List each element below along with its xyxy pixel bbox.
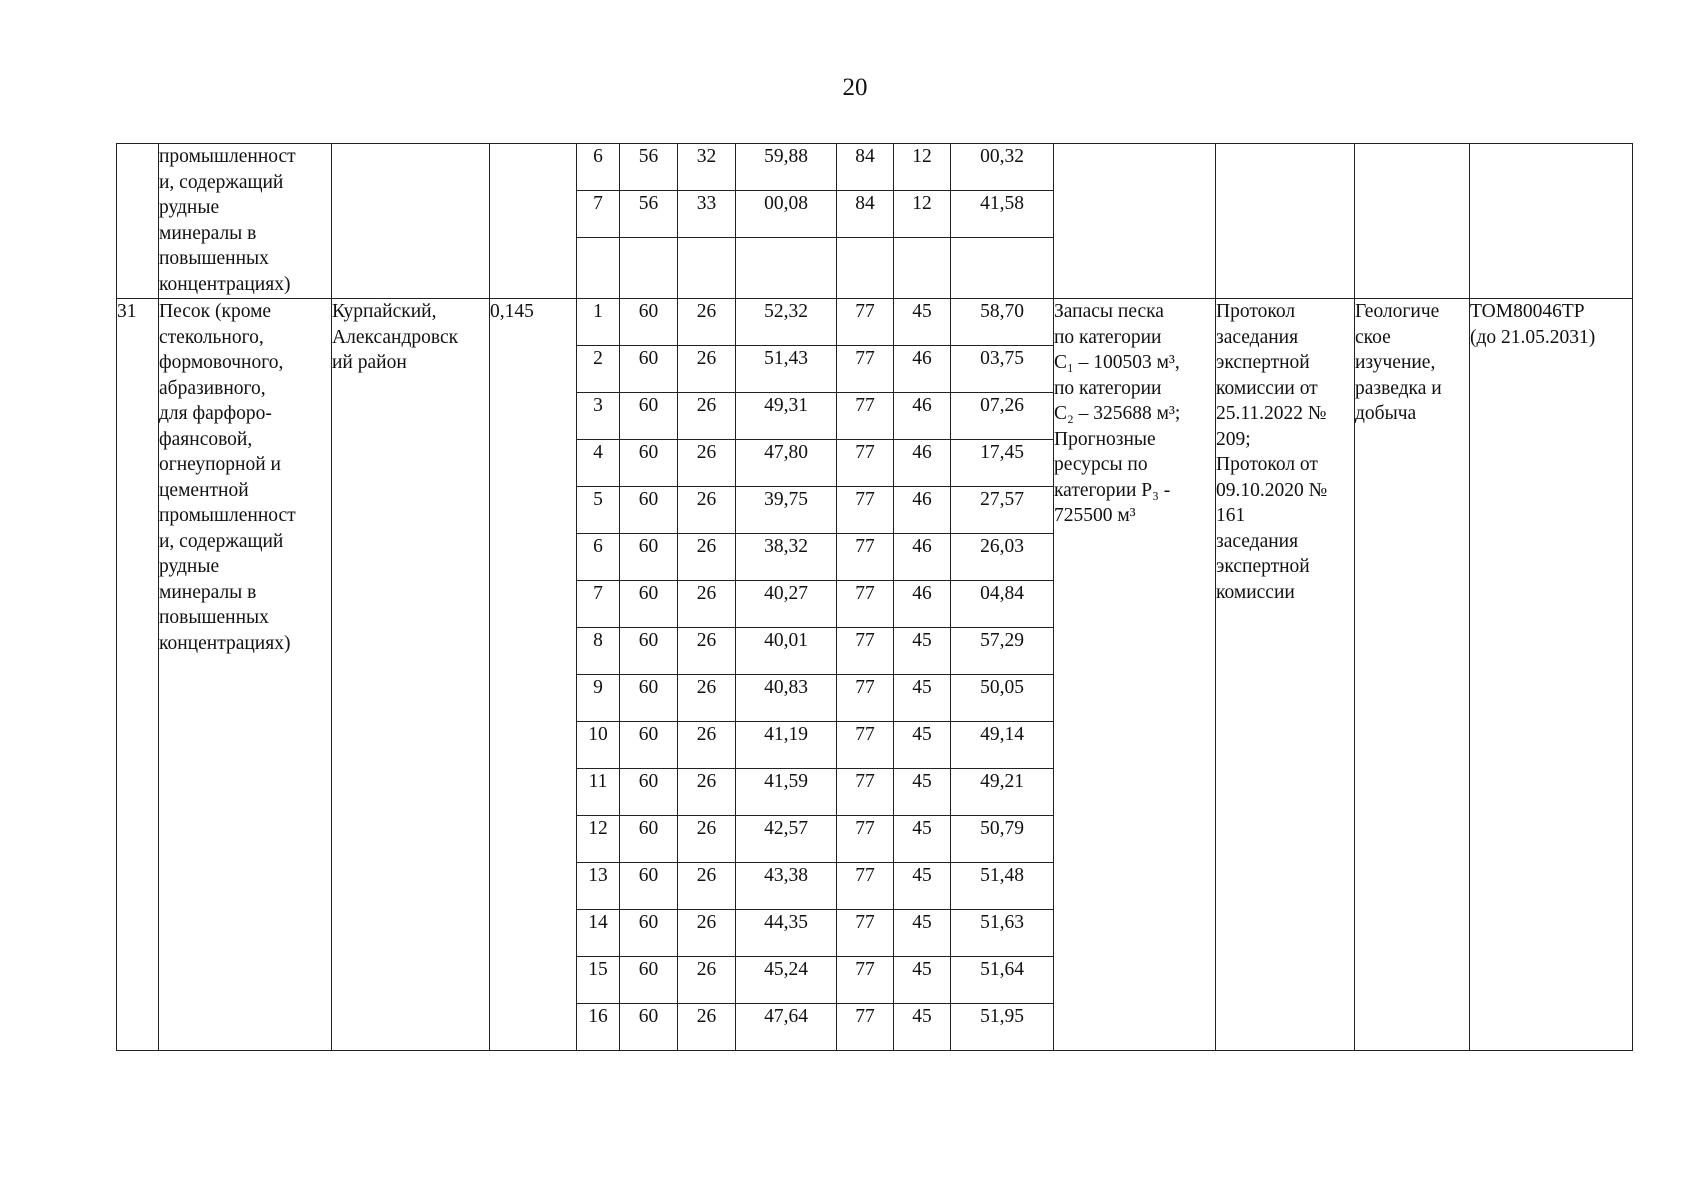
lat-sec-cell: 51,43 — [736, 346, 837, 393]
lon-deg-cell: 77 — [837, 816, 894, 863]
lat-sec-cell: 42,57 — [736, 816, 837, 863]
lon-sec-cell: 51,64 — [951, 957, 1054, 1004]
point-number-cell: 10 — [577, 722, 620, 769]
lat-min-cell: 26 — [678, 910, 736, 957]
lon-sec-cell: 27,57 — [951, 487, 1054, 534]
point-number-cell: 3 — [577, 393, 620, 440]
lat-min-cell: 26 — [678, 816, 736, 863]
lon-sec-cell: 51,48 — [951, 863, 1054, 910]
row-number-cell: 31 — [117, 299, 159, 1051]
row-number-cell — [117, 144, 159, 299]
lat-min-cell: 26 — [678, 346, 736, 393]
lat-deg-cell: 56 — [620, 144, 678, 191]
lat-deg-cell: 60 — [620, 393, 678, 440]
point-number-cell: 6 — [577, 144, 620, 191]
point-number-cell: 5 — [577, 487, 620, 534]
lat-min-cell: 26 — [678, 581, 736, 628]
lon-deg-cell: 84 — [837, 144, 894, 191]
point-number-cell: 13 — [577, 863, 620, 910]
lon-min-cell: 12 — [894, 144, 951, 191]
lon-deg-cell: 77 — [837, 534, 894, 581]
lat-min-cell: 26 — [678, 299, 736, 346]
lat-sec-cell: 40,83 — [736, 675, 837, 722]
empty-coordinate-cell — [678, 238, 736, 299]
point-number-cell: 6 — [577, 534, 620, 581]
description-cell: Песок (кроме стекольного, формовочного, абразивного, для фарфоро- фаянсовой, огнеупорной и цементной промышленност и, содержащий рудные минералы в повышенных концентрациях) — [159, 299, 332, 1051]
lat-sec-cell: 39,75 — [736, 487, 837, 534]
point-number-cell: 1 — [577, 299, 620, 346]
lon-min-cell: 45 — [894, 299, 951, 346]
lon-deg-cell: 77 — [837, 910, 894, 957]
lon-deg-cell: 84 — [837, 191, 894, 238]
table-row — [117, 144, 1633, 191]
lat-sec-cell: 59,88 — [736, 144, 837, 191]
lat-deg-cell: 60 — [620, 487, 678, 534]
lon-sec-cell: 50,79 — [951, 816, 1054, 863]
reserves-cell: Запасы песка по категории C₁ – 100503 м³, по категории C₂ – 325688 м³; Прогнозные ресурсы по категории P₃ - 725500 м³ — [1054, 299, 1216, 1051]
lat-min-cell: 26 — [678, 769, 736, 816]
lon-min-cell: 46 — [894, 440, 951, 487]
lon-deg-cell: 77 — [837, 487, 894, 534]
license-cell: ТОМ80046ТР (до 21.05.2031) — [1470, 299, 1633, 1051]
lon-sec-cell: 57,29 — [951, 628, 1054, 675]
lon-sec-cell: 50,05 — [951, 675, 1054, 722]
reserves-cell — [1054, 144, 1216, 299]
lat-deg-cell: 60 — [620, 440, 678, 487]
lat-deg-cell: 60 — [620, 957, 678, 1004]
purpose-cell — [1355, 144, 1470, 299]
point-number-cell: 9 — [577, 675, 620, 722]
lat-deg-cell: 60 — [620, 769, 678, 816]
lon-sec-cell: 41,58 — [951, 191, 1054, 238]
lon-sec-cell: 51,95 — [951, 1004, 1054, 1051]
lat-min-cell: 32 — [678, 144, 736, 191]
empty-coordinate-cell — [620, 238, 678, 299]
lat-min-cell: 33 — [678, 191, 736, 238]
lat-deg-cell: 60 — [620, 581, 678, 628]
lat-deg-cell: 60 — [620, 628, 678, 675]
lat-min-cell: 26 — [678, 628, 736, 675]
area-cell — [490, 144, 577, 299]
description-cell: промышленност и, содержащий рудные минералы в повышенных концентрациях) — [159, 144, 332, 299]
lon-min-cell: 45 — [894, 769, 951, 816]
lon-min-cell: 45 — [894, 1004, 951, 1051]
lat-min-cell: 26 — [678, 957, 736, 1004]
lon-deg-cell: 77 — [837, 769, 894, 816]
lat-min-cell: 26 — [678, 440, 736, 487]
empty-coordinate-cell — [736, 238, 837, 299]
lat-min-cell: 26 — [678, 534, 736, 581]
lon-deg-cell: 77 — [837, 957, 894, 1004]
lat-deg-cell: 60 — [620, 816, 678, 863]
empty-coordinate-cell — [577, 238, 620, 299]
lon-deg-cell: 77 — [837, 299, 894, 346]
point-number-cell: 12 — [577, 816, 620, 863]
lat-sec-cell: 49,31 — [736, 393, 837, 440]
lat-sec-cell: 38,32 — [736, 534, 837, 581]
area-cell: 0,145 — [490, 299, 577, 1051]
lat-min-cell: 26 — [678, 393, 736, 440]
lat-min-cell: 26 — [678, 1004, 736, 1051]
purpose-cell: Геологиче ское изучение, разведка и добыча — [1355, 299, 1470, 1051]
lon-sec-cell: 00,32 — [951, 144, 1054, 191]
lon-min-cell: 45 — [894, 957, 951, 1004]
lat-deg-cell: 56 — [620, 191, 678, 238]
empty-coordinate-cell — [837, 238, 894, 299]
point-number-cell: 14 — [577, 910, 620, 957]
lat-deg-cell: 60 — [620, 675, 678, 722]
lon-min-cell: 45 — [894, 628, 951, 675]
lat-deg-cell: 60 — [620, 863, 678, 910]
lon-min-cell: 45 — [894, 863, 951, 910]
lon-deg-cell: 77 — [837, 628, 894, 675]
lat-deg-cell: 60 — [620, 910, 678, 957]
lat-deg-cell: 60 — [620, 299, 678, 346]
lon-deg-cell: 77 — [837, 440, 894, 487]
point-number-cell: 7 — [577, 191, 620, 238]
lat-sec-cell: 40,01 — [736, 628, 837, 675]
lon-deg-cell: 77 — [837, 393, 894, 440]
lon-min-cell: 45 — [894, 910, 951, 957]
lat-deg-cell: 60 — [620, 1004, 678, 1051]
lat-min-cell: 26 — [678, 722, 736, 769]
lat-sec-cell: 52,32 — [736, 299, 837, 346]
lat-sec-cell: 40,27 — [736, 581, 837, 628]
deposits-table — [116, 143, 1633, 1051]
lon-min-cell: 46 — [894, 487, 951, 534]
lon-deg-cell: 77 — [837, 1004, 894, 1051]
point-number-cell: 15 — [577, 957, 620, 1004]
lat-min-cell: 26 — [678, 863, 736, 910]
lon-min-cell: 45 — [894, 722, 951, 769]
lat-min-cell: 26 — [678, 487, 736, 534]
location-cell — [332, 144, 490, 299]
protocol-cell — [1216, 144, 1355, 299]
lat-deg-cell: 60 — [620, 346, 678, 393]
point-number-cell: 11 — [577, 769, 620, 816]
page-number: 20 — [842, 74, 868, 101]
lon-deg-cell: 77 — [837, 346, 894, 393]
table-row — [117, 299, 1633, 346]
lat-sec-cell: 44,35 — [736, 910, 837, 957]
lon-min-cell: 12 — [894, 191, 951, 238]
lat-sec-cell: 45,24 — [736, 957, 837, 1004]
lon-sec-cell: 26,03 — [951, 534, 1054, 581]
lon-min-cell: 45 — [894, 675, 951, 722]
license-cell — [1470, 144, 1633, 299]
empty-coordinate-cell — [894, 238, 951, 299]
lat-sec-cell: 47,64 — [736, 1004, 837, 1051]
point-number-cell: 4 — [577, 440, 620, 487]
lon-sec-cell: 49,14 — [951, 722, 1054, 769]
point-number-cell: 16 — [577, 1004, 620, 1051]
lat-sec-cell: 41,59 — [736, 769, 837, 816]
empty-coordinate-cell — [951, 238, 1054, 299]
location-cell: Курпайский, Александровск ий район — [332, 299, 490, 1051]
lon-sec-cell: 03,75 — [951, 346, 1054, 393]
lon-sec-cell: 07,26 — [951, 393, 1054, 440]
protocol-cell: Протокол заседания экспертной комиссии от 25.11.2022 № 209; Протокол от 09.10.2020 № 161 заседания экспертной комиссии — [1216, 299, 1355, 1051]
lon-deg-cell: 77 — [837, 581, 894, 628]
lon-sec-cell: 58,70 — [951, 299, 1054, 346]
lon-min-cell: 46 — [894, 346, 951, 393]
point-number-cell: 7 — [577, 581, 620, 628]
lon-sec-cell: 17,45 — [951, 440, 1054, 487]
point-number-cell: 2 — [577, 346, 620, 393]
lon-deg-cell: 77 — [837, 722, 894, 769]
lon-sec-cell: 04,84 — [951, 581, 1054, 628]
lat-sec-cell: 47,80 — [736, 440, 837, 487]
lon-min-cell: 46 — [894, 534, 951, 581]
lat-sec-cell: 43,38 — [736, 863, 837, 910]
lat-deg-cell: 60 — [620, 722, 678, 769]
lat-deg-cell: 60 — [620, 534, 678, 581]
lon-min-cell: 46 — [894, 581, 951, 628]
lon-deg-cell: 77 — [837, 863, 894, 910]
lon-deg-cell: 77 — [837, 675, 894, 722]
lon-sec-cell: 51,63 — [951, 910, 1054, 957]
lon-sec-cell: 49,21 — [951, 769, 1054, 816]
lon-min-cell: 46 — [894, 393, 951, 440]
point-number-cell: 8 — [577, 628, 620, 675]
lon-min-cell: 45 — [894, 816, 951, 863]
lat-sec-cell: 00,08 — [736, 191, 837, 238]
lat-sec-cell: 41,19 — [736, 722, 837, 769]
lat-min-cell: 26 — [678, 675, 736, 722]
